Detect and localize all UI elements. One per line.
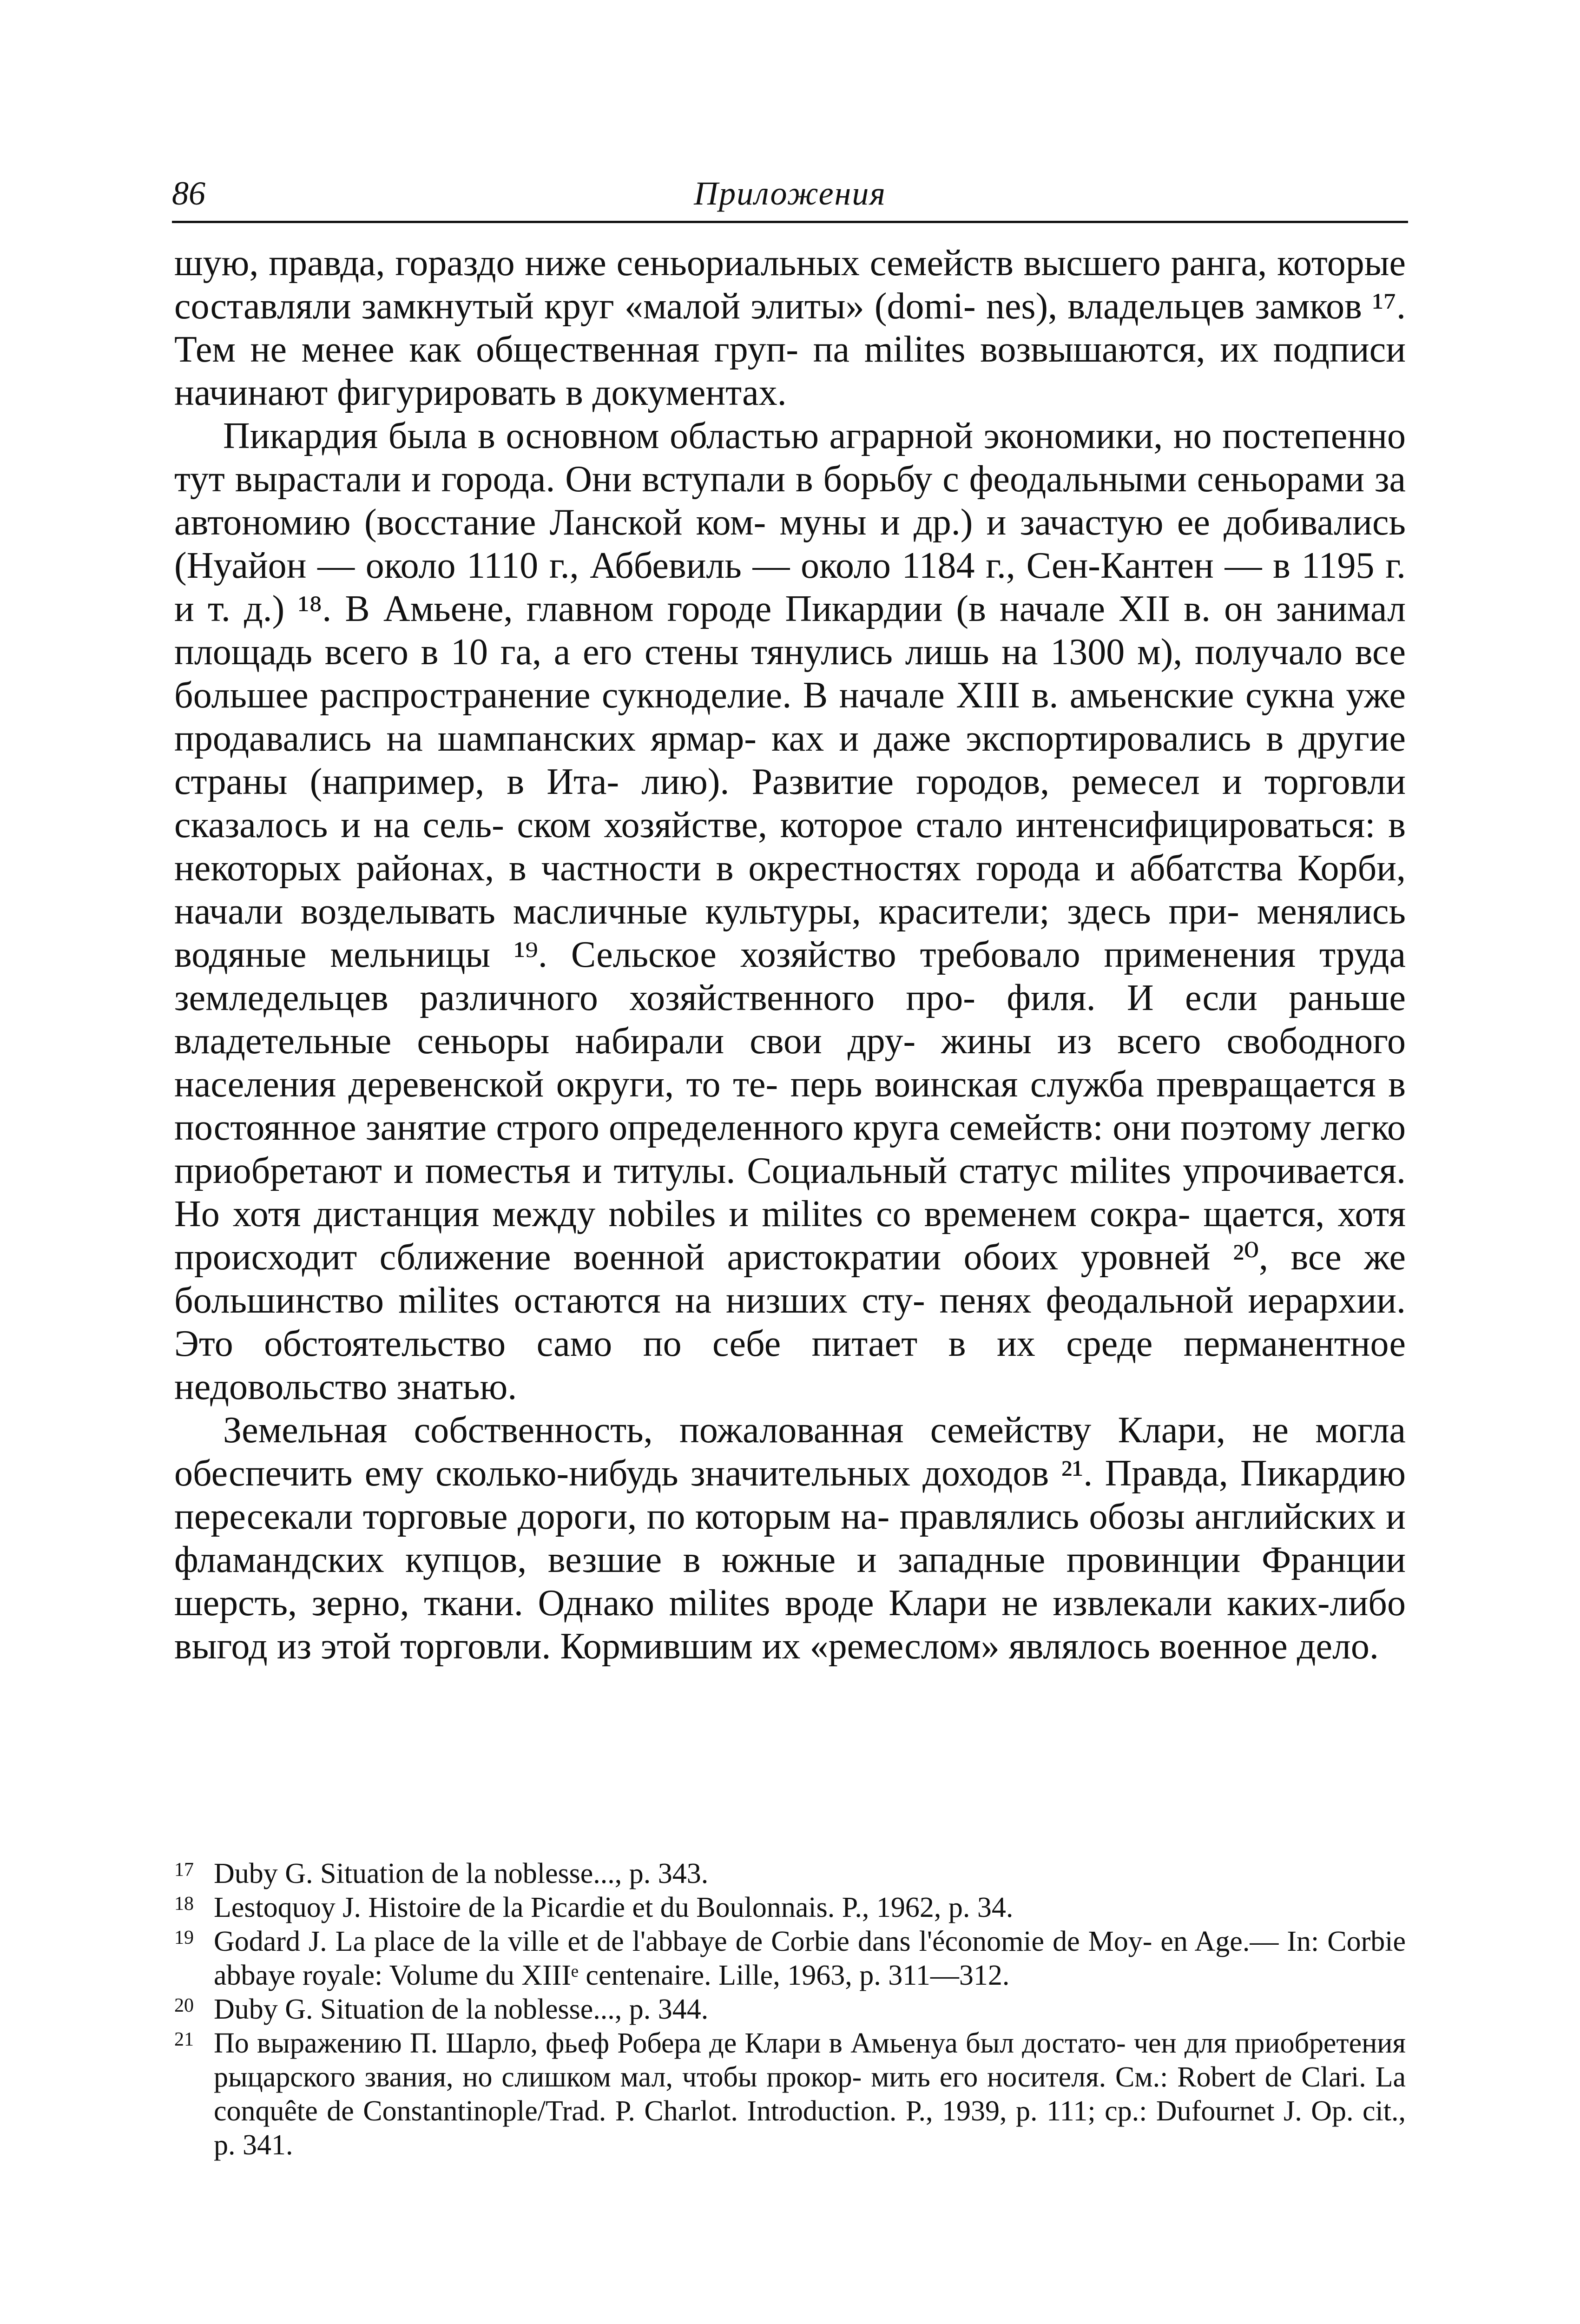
main-text [174,242,1406,1668]
footnote-text: Lestoquoy J. Histoire de la Picardie et du Boulonnais. P., 1962, p. 34. [214,1892,1014,1923]
paragraph-3: Земельная собственность, пожалованная семейству Клари, не могла обеспечить ему сколько-нибудь значительных доходов ²¹. Правда, Пикардию пересекали торговые дороги, по которым на- правлялись обозы английских и фламандских купцов, везшие в южные и западные провинции Франции шерсть, зерно, ткани. Однако milites вроде Клари не извлекали каких-либо выгод из этой торговли. Кормившим их «ремеслом» являлось военное дело. [174,1410,1406,1667]
footnote-number: 21 [174,2029,194,2050]
footnote-number: 17 [174,1859,194,1881]
paragraph-1: шую, правда, гораздо ниже сеньориальных семейств высшего ранга, которые составляли замкнутый круг «малой элиты» (domi- nes), владельцев замков ¹⁷. Тем не менее как общественная груп- па milites возвышаются, их подписи начинают фигурировать в документах. [174,243,1406,413]
page-number: 86 [172,175,205,212]
footnote-text: Duby G. Situation de la noblesse..., p. 344. [214,1994,709,2025]
footnote-text: Duby G. Situation de la noblesse..., p. 343. [214,1858,709,1889]
footnote-19 [174,1925,1406,1993]
footnote-number: 19 [174,1927,194,1948]
footnote-number: 18 [174,1893,194,1915]
footnote-21 [174,2027,1406,2162]
footnote-text: Godard J. La place de la ville et de l'abbaye de Corbie dans l'économie de Moy- en Age.— In: Corbie abbaye royale: Volume du XIIIᵉ centenaire. Lille, 1963, p. 311—312. [214,1926,1406,1991]
footnote-number: 20 [174,1995,194,2016]
running-title: Приложения [694,175,886,212]
footnote-text: По выражению П. Шарло, фьеф Робера де Клари в Амьенуа был достато- чен для приобретения рыцарского звания, но слишком мал, чтобы прокор- мить его носителя. См.: Robert de Clari. La conquête de Constantinople/Trad. P. Charlot. Introduction. P., 1939, p. 111; ср.: Dufournet J. Op. cit., p. 341. [214,2027,1406,2161]
footnote-17 [174,1857,1406,1891]
page-header [172,165,1408,223]
footnotes [174,1857,1406,2162]
footnote-20 [174,1993,1406,2027]
footnote-18 [174,1891,1406,1925]
paragraph-2: Пикардия была в основном областью аграрной экономики, но постепенно тут вырастали и города. Они вступали в борьбу с феодальными сеньорами за автономию (восстание Ланской ком- муны и др.) и зачастую ее добивались (Нуайон — около 1110 г., Аббевиль — около 1184 г., Сен-Кантен — в 1195 г. и т. д.) ¹⁸. В Амьене, главном городе Пикардии (в начале XII в. он занимал площадь всего в 10 га, а его стены тянулись лишь на 1300 м), получало все большее распространение сукноделие. В начале XIII в. амьенские сукна уже продавались на шампанских ярмар- ках и даже экспортировались в другие страны (например, в Ита- лию). Развитие городов, ремесел и торговли сказалось и на сель- ском хозяйстве, которое стало интенсифицироваться: в некоторых районах, в частности в окрестностях города и аббатства Корби, начали возделывать масличные культуры, красители; здесь при- менялись водяные мельницы ¹⁹. Сельское хозяйство требовало применения труда земледельцев различного хозяйственного про- филя. И если раньше владетельные сеньоры набирали свои дру- жины из всего свободного населения деревенской округи, то те- перь воинская служба превращается в постоянное занятие строго определенного круга семейств: они поэтому легко приобретают и поместья и титулы. Социальный статус milites упрочивается. Но хотя дистанция между nobiles и milites со временем сокра- щается, хотя происходит сближение военной аристократии обоих уровней ²⁰, все же большинство milites остаются на низших сту- пенях феодальной иерархии. Это обстоятельство само по себе питает в их среде перманентное недовольство знатью. [174,416,1406,1407]
